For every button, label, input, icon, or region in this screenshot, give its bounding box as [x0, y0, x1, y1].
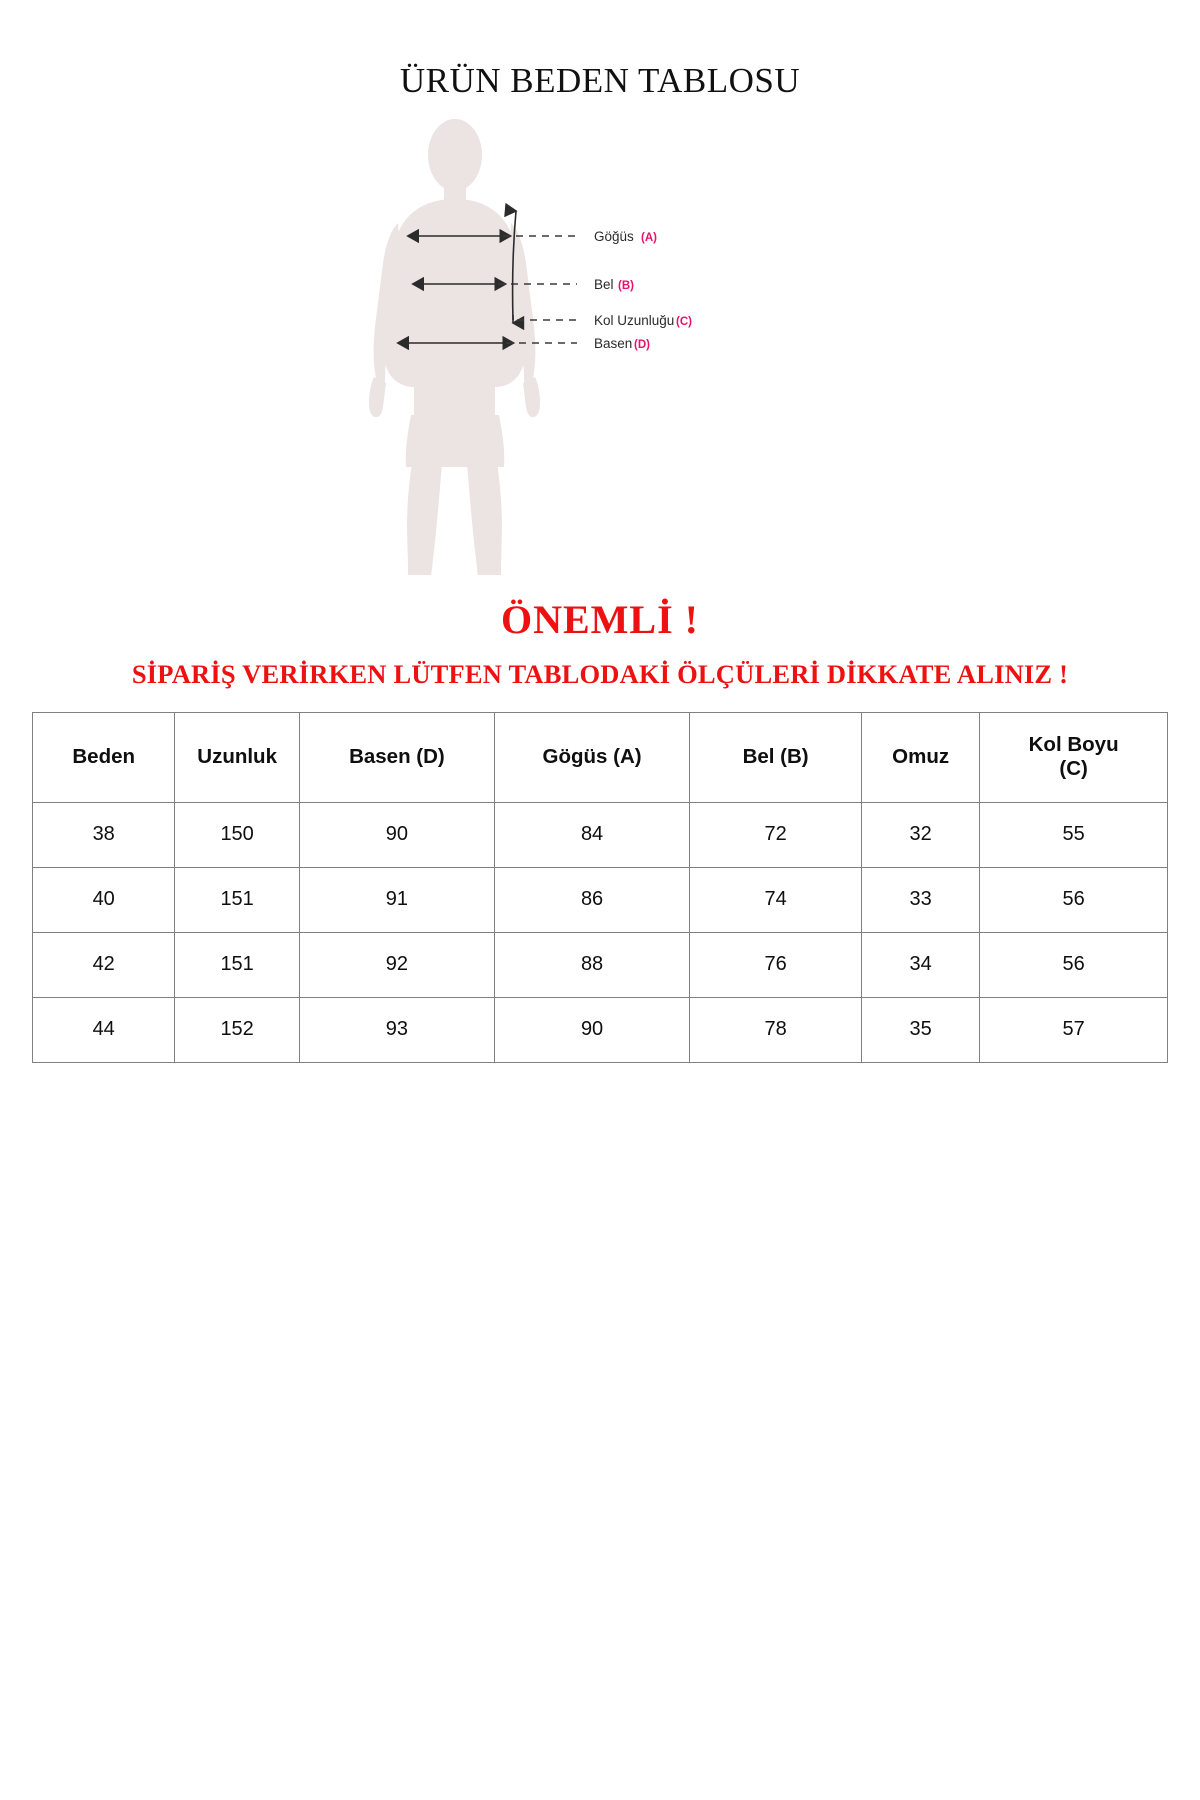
cell-kol-boyu: 55: [980, 802, 1168, 867]
notice-headline: ÖNEMLİ !: [501, 596, 699, 642]
col-header-gogus: Gögüs (A): [495, 712, 690, 802]
cell-kol-boyu: 57: [980, 997, 1168, 1062]
col-header-kol-boyu: [980, 712, 1168, 802]
cell-uzunluk: 151: [175, 932, 299, 997]
cell-uzunluk: 151: [175, 867, 299, 932]
cell-gogus: 86: [495, 867, 690, 932]
cell-beden: 40: [33, 867, 175, 932]
measurement-diagram: [0, 115, 1200, 575]
body-silhouette: [369, 119, 540, 575]
cell-gogus: 84: [495, 802, 690, 867]
cell-bel: 74: [690, 867, 862, 932]
label-kol-uzunlugu-code: (C): [676, 315, 692, 328]
label-gogus: Göğüs: [594, 228, 634, 244]
cell-beden: 42: [33, 932, 175, 997]
cell-bel: 76: [690, 932, 862, 997]
cell-bel: 78: [690, 997, 862, 1062]
table-header-row: [33, 712, 1168, 802]
cell-basen: 93: [299, 997, 494, 1062]
table-row: [33, 997, 1168, 1062]
cell-bel: 72: [690, 802, 862, 867]
table-row: [33, 932, 1168, 997]
cell-basen: 91: [299, 867, 494, 932]
cell-kol-boyu: 56: [980, 867, 1168, 932]
size-table-container: [32, 712, 1168, 1063]
cell-beden: 44: [33, 997, 175, 1062]
notice-subline: SİPARİŞ VERİRKEN LÜTFEN TABLODAKİ ÖLÇÜLERİ DİKKATE ALINIZ !: [131, 658, 1069, 689]
label-bel: Bel: [594, 276, 614, 292]
col-header-bel: Bel (B): [690, 712, 862, 802]
col-header-beden: Beden: [33, 712, 175, 802]
col-header-kol-boyu-line2: (C): [1059, 757, 1088, 781]
size-table: [32, 712, 1168, 1063]
cell-beden: 38: [33, 802, 175, 867]
label-basen-code: (D): [634, 338, 650, 351]
cell-kol-boyu: 56: [980, 932, 1168, 997]
col-header-kol-boyu-line1: Kol Boyu: [1028, 733, 1119, 757]
col-header-basen: Basen (D): [299, 712, 494, 802]
col-header-uzunluk: Uzunluk: [175, 712, 299, 802]
cell-gogus: 90: [495, 997, 690, 1062]
cell-omuz: 33: [862, 867, 980, 932]
label-kol-uzunlugu: Kol Uzunluğu: [594, 312, 675, 328]
label-gogus-code: (A): [641, 231, 657, 244]
cell-omuz: 34: [862, 932, 980, 997]
female-silhouette-svg: [0, 115, 1200, 575]
cell-omuz: 35: [862, 997, 980, 1062]
col-header-omuz: Omuz: [862, 712, 980, 802]
cell-gogus: 88: [495, 932, 690, 997]
page-title: ÜRÜN BEDEN TABLOSU: [399, 61, 801, 100]
label-bel-code: (B): [618, 279, 634, 292]
cell-basen: 92: [299, 932, 494, 997]
cell-uzunluk: 150: [175, 802, 299, 867]
table-row: [33, 802, 1168, 867]
table-row: [33, 867, 1168, 932]
cell-basen: 90: [299, 802, 494, 867]
label-basen: Basen: [594, 335, 633, 351]
cell-omuz: 32: [862, 802, 980, 867]
cell-uzunluk: 152: [175, 997, 299, 1062]
